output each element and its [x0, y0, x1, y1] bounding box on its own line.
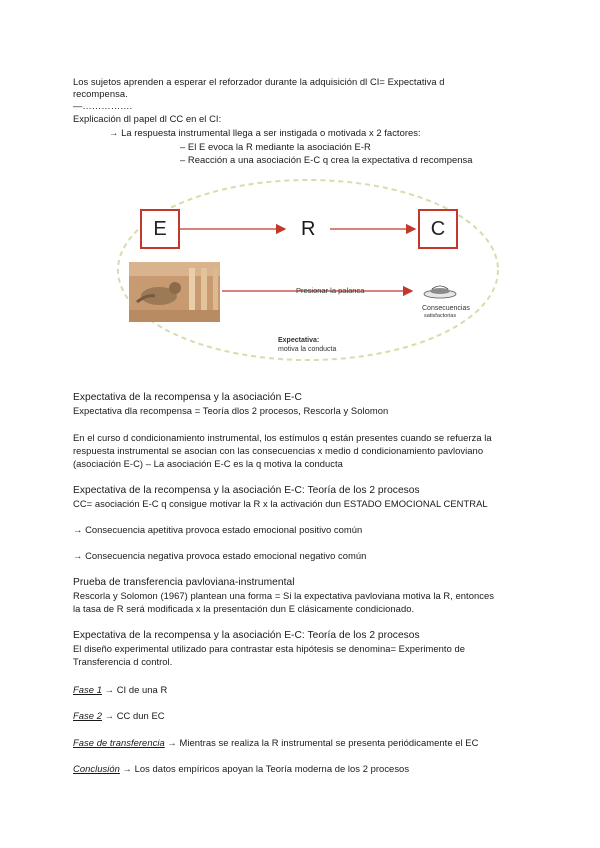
expectation-label: Expectativa:: [278, 337, 320, 344]
phase-1-label: Fase 1: [73, 684, 102, 695]
section-3-title: Prueba de transferencia pavloviana-instrumental: [73, 577, 295, 588]
section-3-line-a: Rescorla y Solomon (1967) plantean una forma = Si la expectativa pavloviana motiva la R, entonces: [73, 590, 494, 601]
phase-2-label: Fase 2: [73, 710, 102, 721]
para-1-c: (asociación E-C) – La asociación E-C es la q motiva la conducta: [73, 458, 343, 469]
section-1-title: Expectativa de la recompensa y la asociación E-C: [73, 392, 302, 403]
conclusion-label: Conclusión: [73, 763, 120, 774]
motivates-label: motiva la conducta: [278, 346, 337, 353]
label-r: R: [301, 218, 316, 240]
box-e: E: [140, 209, 180, 249]
phase-transfer: [73, 736, 478, 749]
section-2-title: Expectativa de la recompensa y la asociación E-C: Teoría de los 2 procesos: [73, 485, 420, 496]
section-4-title: Expectativa de la recompensa y la asociación E-C: Teoría de los 2 procesos: [73, 630, 420, 641]
phase-transfer-label: Fase de transferencia: [73, 737, 165, 748]
factor-1: – El E evoca la R mediante la asociación E-R: [180, 141, 371, 152]
section-3-line-b: la tasa de R será modificada x la presentación dun E clásicamente condicionado.: [73, 603, 415, 614]
separator-line: —…………….: [73, 100, 133, 111]
phase-transfer-text: → Mientras se realiza la R instrumental se presenta periódicamente el EC: [167, 737, 479, 748]
para-1-a: En el curso d condicionamiento instrumental, los estímulos q están presentes cuando se refuerza la: [73, 432, 492, 443]
section-4-line-a: El diseño experimental utilizado para contrastar esta hipótesis se denomina= Experimento de: [73, 643, 466, 654]
section-1-line: Expectativa dla recompensa = Teoría dlos 2 procesos, Rescorla y Solomon: [73, 405, 389, 416]
food-dish-icon: [424, 286, 456, 298]
phase-1: [73, 683, 167, 696]
phase-2-text: → CC dun EC: [104, 710, 165, 721]
intro-line-2: recompensa.: [73, 88, 128, 99]
positive-consequence: → Consecuencia apetitiva provoca estado emocional positivo común: [73, 524, 363, 535]
cat-lever-photo: [129, 262, 220, 322]
consequences-label: Consecuencias: [422, 305, 470, 312]
section-2-line: CC= asociación E-C q consigue motivar la R x la activación dun ESTADO EMOCIONAL CENTRAL: [73, 498, 488, 509]
intro-line-1: Los sujetos aprenden a esperar el reforzador durante la adquisición dl CI= Expectativa d: [73, 76, 445, 87]
phase-1-text: → CI de una R: [104, 684, 168, 695]
explanation-heading: Explicación dl papel dl CC en el CI:: [73, 113, 222, 124]
conclusion-text: → Los datos empíricos apoyan la Teoría moderna de los 2 procesos: [122, 763, 410, 774]
negative-consequence: → Consecuencia negativa provoca estado emocional negativo común: [73, 550, 367, 561]
lever-label: Presionar la palanca: [296, 286, 365, 295]
satisfactory-label: satisfactorias: [424, 313, 457, 319]
factors-line: → La respuesta instrumental llega a ser instigada o motivada x 2 factores:: [109, 127, 421, 138]
phase-2: [73, 709, 165, 722]
box-c: C: [418, 209, 458, 249]
conclusion: [73, 762, 409, 775]
factor-2: – Reacción a una asociación E-C q crea la expectativa d recompensa: [180, 154, 473, 165]
section-4-line-b: Transferencia d control.: [73, 656, 173, 667]
para-1-b: respuesta instrumental se asocian con las consecuencias x medio d condicionamiento pavloviano: [73, 445, 484, 456]
